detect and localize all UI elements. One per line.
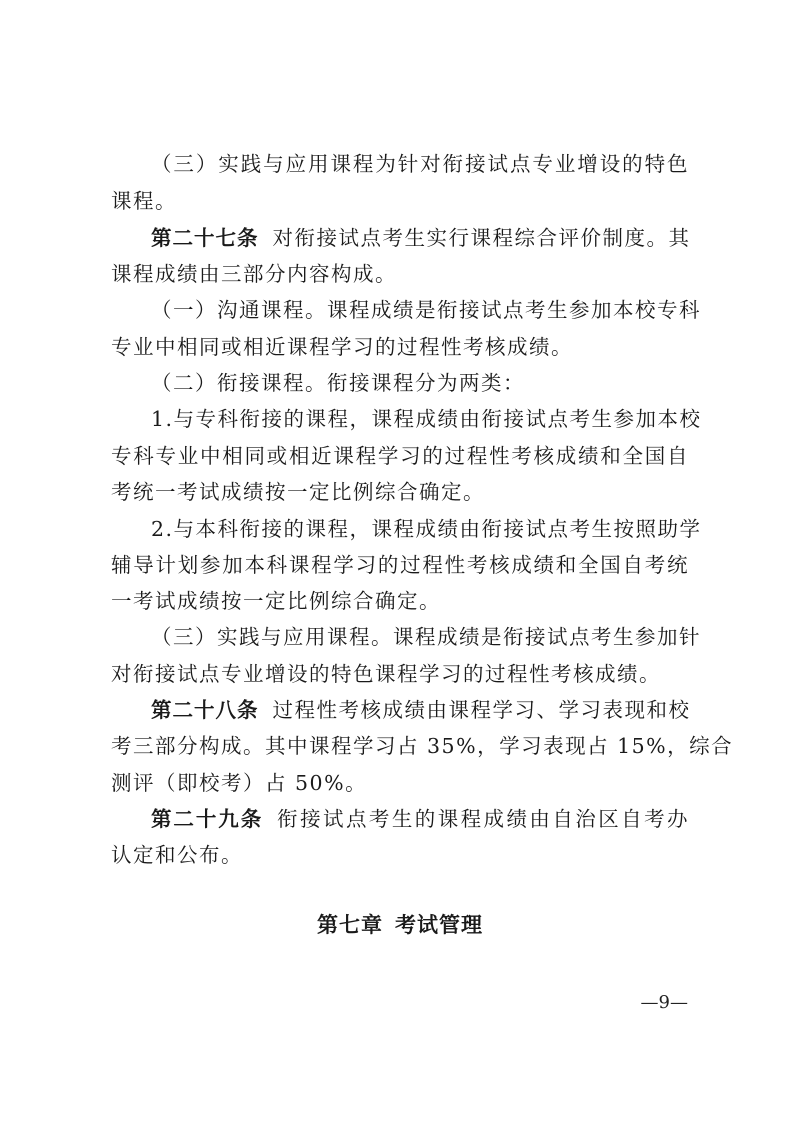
paragraph-line: 考统一考试成绩按一定比例综合确定。 — [111, 480, 485, 504]
paragraph-line: 课程。 — [111, 189, 177, 213]
paragraph-line: 认定和公布。 — [111, 843, 243, 867]
article-29-text: 衔接试点考生的课程成绩由自治区自考办 — [277, 807, 690, 831]
chapter-heading — [0, 912, 800, 938]
paragraph-line: 测评（即校考）占 50%。 — [111, 771, 368, 795]
paragraph-line: （三）实践与应用课程为针对衔接试点专业增设的特色 — [151, 152, 689, 176]
paragraph-line: （二）衔接课程。衔接课程分为两类： — [151, 371, 525, 395]
chapter-number: 第七章 — [317, 913, 383, 937]
paragraph-line: 一考试成绩按一定比例综合确定。 — [111, 589, 441, 613]
paragraph-line: 1.与专科衔接的课程，课程成绩由衔接试点考生参加本校 — [151, 407, 702, 431]
article-28-text: 过程性考核成绩由课程学习、学习表现和校 — [272, 698, 691, 722]
paragraph-line: 专科专业中相同或相近课程学习的过程性考核成绩和全国自 — [111, 444, 689, 468]
article-27-heading: 第二十七条 — [151, 226, 259, 250]
article-28-heading: 第二十八条 — [151, 698, 259, 722]
paragraph-line: 对衔接试点专业增设的特色课程学习的过程性考核成绩。 — [111, 662, 661, 686]
paragraph-line: 2.与本科衔接的课程，课程成绩由衔接试点考生按照助学 — [151, 517, 702, 541]
paragraph-line: （三）实践与应用课程。课程成绩是衔接试点考生参加针 — [151, 625, 701, 649]
paragraph-line: 考三部分构成。其中课程学习占 35%，学习表现占 15%，综合 — [111, 734, 734, 758]
paragraph-line: 辅导计划参加本科课程学习的过程性考核成绩和全国自考统 — [111, 553, 689, 577]
paragraph-line: 专业中相同或相近课程学习的过程性考核成绩。 — [111, 335, 573, 359]
paragraph-line: （一）沟通课程。课程成绩是衔接试点考生参加本校专科 — [151, 298, 701, 322]
article-28-line — [151, 698, 689, 722]
article-27-line — [151, 226, 689, 250]
chapter-title: 考试管理 — [395, 913, 483, 937]
paragraph-line: 课程成绩由三部分内容构成。 — [111, 262, 397, 286]
article-29-line — [151, 807, 689, 831]
article-29-heading: 第二十九条 — [151, 807, 264, 831]
page-number: —9— — [640, 992, 688, 1013]
article-27-text: 对衔接试点考生实行课程综合评价制度。其 — [272, 226, 691, 250]
